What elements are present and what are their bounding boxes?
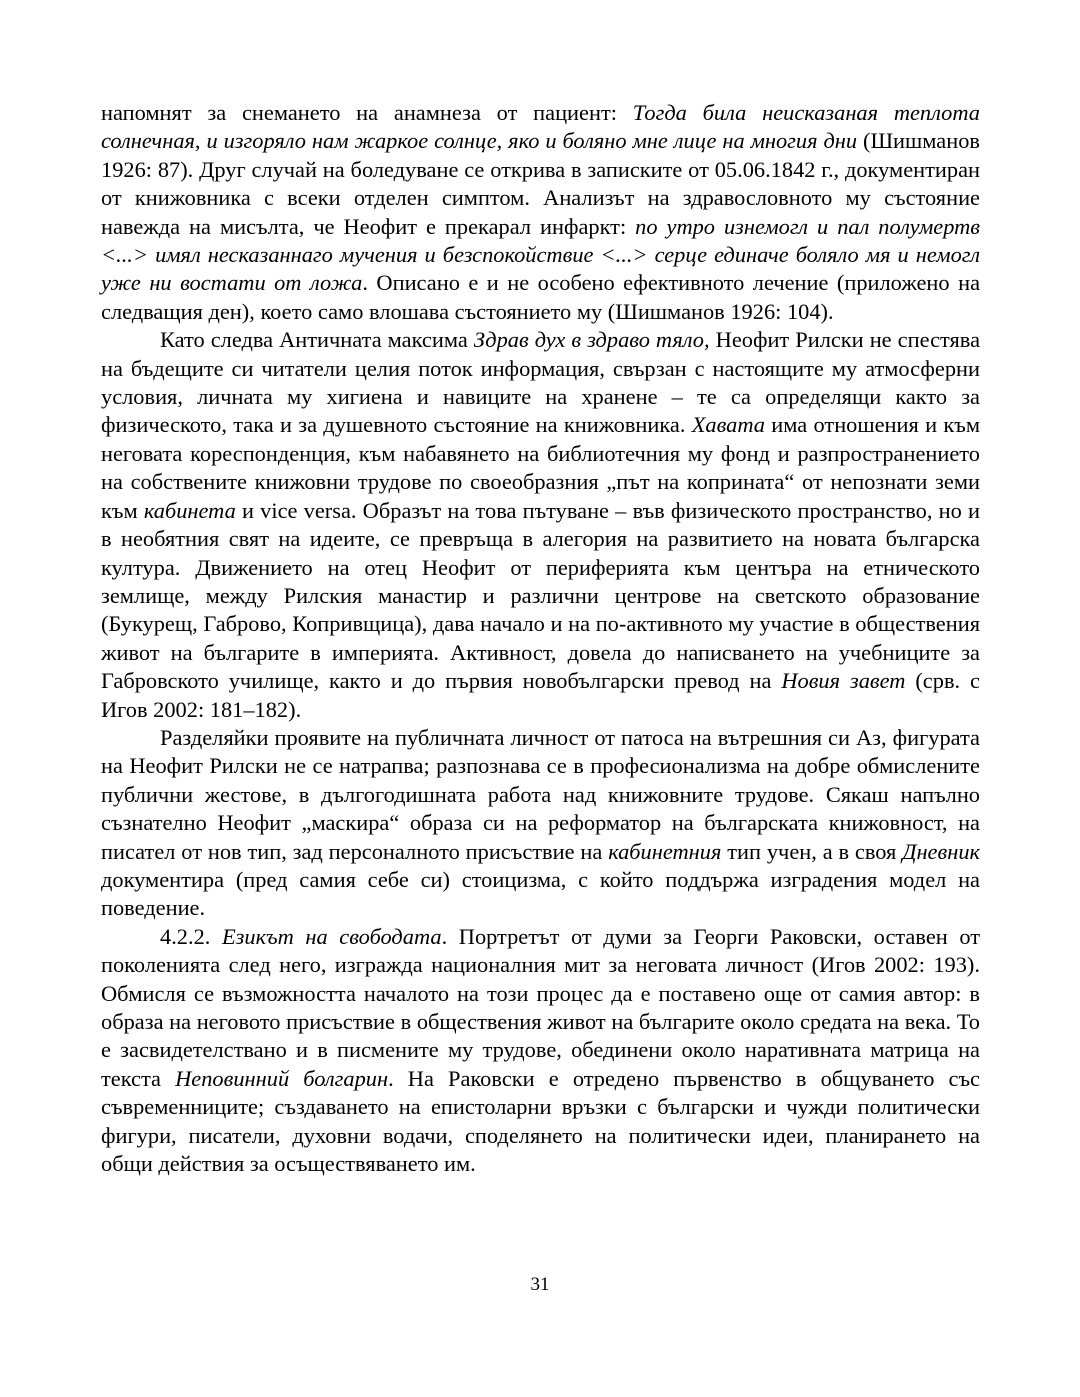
text-run: . На Раковски е отредено първенство в общуването със съвременниците; създаването на епистоларни връзки с български и чужди политически фигури, писатели, духовни водачи, споделянето на политически идеи, планирането на общи действия за осъществяването им. — [101, 1065, 980, 1177]
text-run: документира (пред самия себе си) стоицизма, с който поддържа изградения модел на поведение. — [101, 866, 980, 921]
quotation-italic: по утро изнемогл и пал полумертв <...> имял несказаннаго мучения и безспокойствие <...> серце единаче боляло мя и немогл уже ни востати от ложа — [101, 213, 981, 296]
body-text — [101, 99, 980, 1178]
paragraph-3 — [101, 724, 980, 923]
text-run: тип учен, а в своя — [721, 838, 903, 864]
title-italic: Неповинний болгарин — [175, 1065, 389, 1091]
text-run: Неофит Рилски не спестява на бъдещите си читатели целия поток информация, свързан с настоящите му атмосферни условия, личната му хигиена и навиците на хранене – те са определящи както за физическото, така и за душевното състояние на книжовника. — [101, 327, 981, 438]
title-italic: Новия завет — [781, 668, 906, 694]
section-heading-italic: Езикът на свободата — [221, 923, 442, 949]
term-italic: кабинетния — [608, 838, 722, 864]
maxim-italic: Здрав дух в здраво тяло, — [473, 327, 710, 353]
term-italic: Хавата — [691, 412, 766, 438]
paragraph-2 — [101, 326, 980, 724]
text-run: има отношения и към неговата кореспонденция, към набавянето на библиотечния му фонд и разпространението на собствените книжовни трудове по своеобразния „път на коприната“ от непознати земи към — [101, 412, 980, 523]
text-run: . Описано е и не особено ефективното лечение (приложено на следващия ден), което само влошава състоянието му (Шишманов 1926: 104). — [101, 270, 981, 324]
page-number: 31 — [530, 1274, 550, 1295]
paragraph-4 — [101, 923, 980, 1179]
quotation-italic: Тогда била неисказаная теплота солнечная, и изгоряло нам жаркое солнце, яко и боляно мне лице на многия дни — [101, 100, 981, 154]
text-run: (срв. с Игов 2002: 181–182). — [101, 668, 980, 722]
text-run: . Портретът от думи за Георги Раковски, оставен от поколенията след него, изгражда националния мит за неговата личност (Игов 2002: 193). Обмисля се възможността началото на този процес да е поставено още от самия автор: в образа на неговото присъствие в обществения живот на българите около средата на века. То е засвидетелствано и в писмените му трудове, обединени около наративната матрица на текста — [101, 923, 980, 1091]
section-number: 4.2.2. — [160, 923, 222, 949]
term-italic: кабинета — [143, 497, 236, 523]
text-run: (Шишманов 1926: 87). Друг случай на боледуване се открива в записките от 05.06.1842 г., документиран от книжовника с всеки отделен симптом. Анализът на здравословното му състояние навежда на мисълта, че Неофит е прекарал инфаркт: — [101, 128, 980, 239]
title-italic: Дневник — [902, 838, 980, 864]
text-run: Като следва Античната максима — [160, 327, 474, 353]
text-run: и vice versa. Образът на това пътуване – във физическото пространство, но и в необятния свят на идеите, се превръща в алегория на развитието на новата българска култура. Движението на отец Неофит от периферията към центъра на етническото землище, между Рилския манастир и различни центрове на светското образование (Букурещ, Габрово, Копривщица), дава начало и на по-активното му участие в обществения живот на българите в империята. Активност, довела до написването на учебниците за Габровското училище, както и до първия новобългарски превод на — [101, 497, 980, 694]
paragraph-1 — [101, 99, 980, 326]
text-run: Разделяйки проявите на публичната личност от патоса на вътрешния си Аз, фигурата на Неофит Рилски не се натрапва; разпознава се в професионализма на добре обмислените публични жестове, в дългогодишната работа над книжовните трудове. Сякаш напълно съзнателно Неофит „маскира“ образа си на реформатор на българската книжовност, на писател от нов тип, зад персоналното присъствие на — [101, 724, 980, 864]
text-run: напомнят за снемането на анамнеза от пациент: — [101, 100, 633, 125]
